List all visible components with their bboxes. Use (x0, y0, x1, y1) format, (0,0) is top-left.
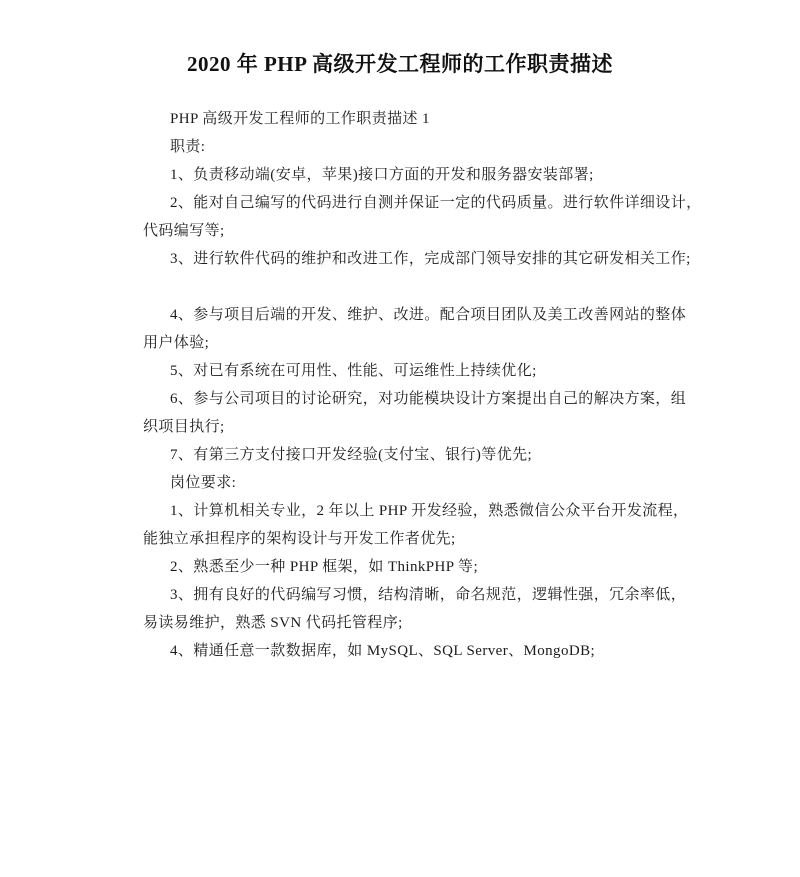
text-line: 4、参与项目后端的开发、维护、改进。配合项目团队及美工改善网站的整体 (170, 307, 687, 323)
document-body (143, 105, 700, 665)
text-line: 职责: (170, 139, 206, 155)
text-line: PHP 高级开发工程师的工作职责描述 1 (170, 111, 430, 127)
text-line: 织项目执行; (143, 419, 225, 435)
document-title: 2020 年 PHP 高级开发工程师的工作职责描述 (186, 52, 614, 76)
text-line: 1、负责移动端(安卓，苹果)接口方面的开发和服务器安装部署; (170, 167, 594, 183)
text-line: 3、进行软件代码的维护和改进工作，完成部门领导安排的其它研发相关工作; (170, 251, 691, 267)
text-line: 1、计算机相关专业，2 年以上 PHP 开发经验，熟悉微信公众平台开发流程， (170, 503, 689, 519)
text-line: 3、拥有良好的代码编写习惯，结构清晰，命名规范，逻辑性强，冗余率低， (170, 587, 687, 603)
text-line: 能独立承担程序的架构设计与开发工作者优先; (143, 531, 456, 547)
text-line: 用户体验; (143, 335, 210, 351)
text-line: 2、熟悉至少一种 PHP 框架，如 ThinkPHP 等; (170, 559, 479, 575)
text-line: 6、参与公司项目的讨论研究，对功能模块设计方案提出自己的解决方案，组 (170, 391, 687, 407)
text-line: 2、能对自己编写的代码进行自测并保证一定的代码质量。进行软件详细设计， (170, 195, 702, 211)
text-line: 易读易维护，熟悉 SVN 代码托管程序; (143, 615, 403, 631)
text-line: 5、对已有系统在可用性、性能、可运维性上持续优化; (170, 363, 537, 379)
text-line (143, 273, 700, 301)
text-line: 岗位要求: (170, 475, 237, 491)
text-line: 4、精通任意一款数据库，如 MySQL、SQL Server、MongoDB; (170, 643, 596, 659)
text-line: 代码编写等; (143, 223, 225, 239)
text-line: 7、有第三方支付接口开发经验(支付宝、银行)等优先; (170, 447, 533, 463)
